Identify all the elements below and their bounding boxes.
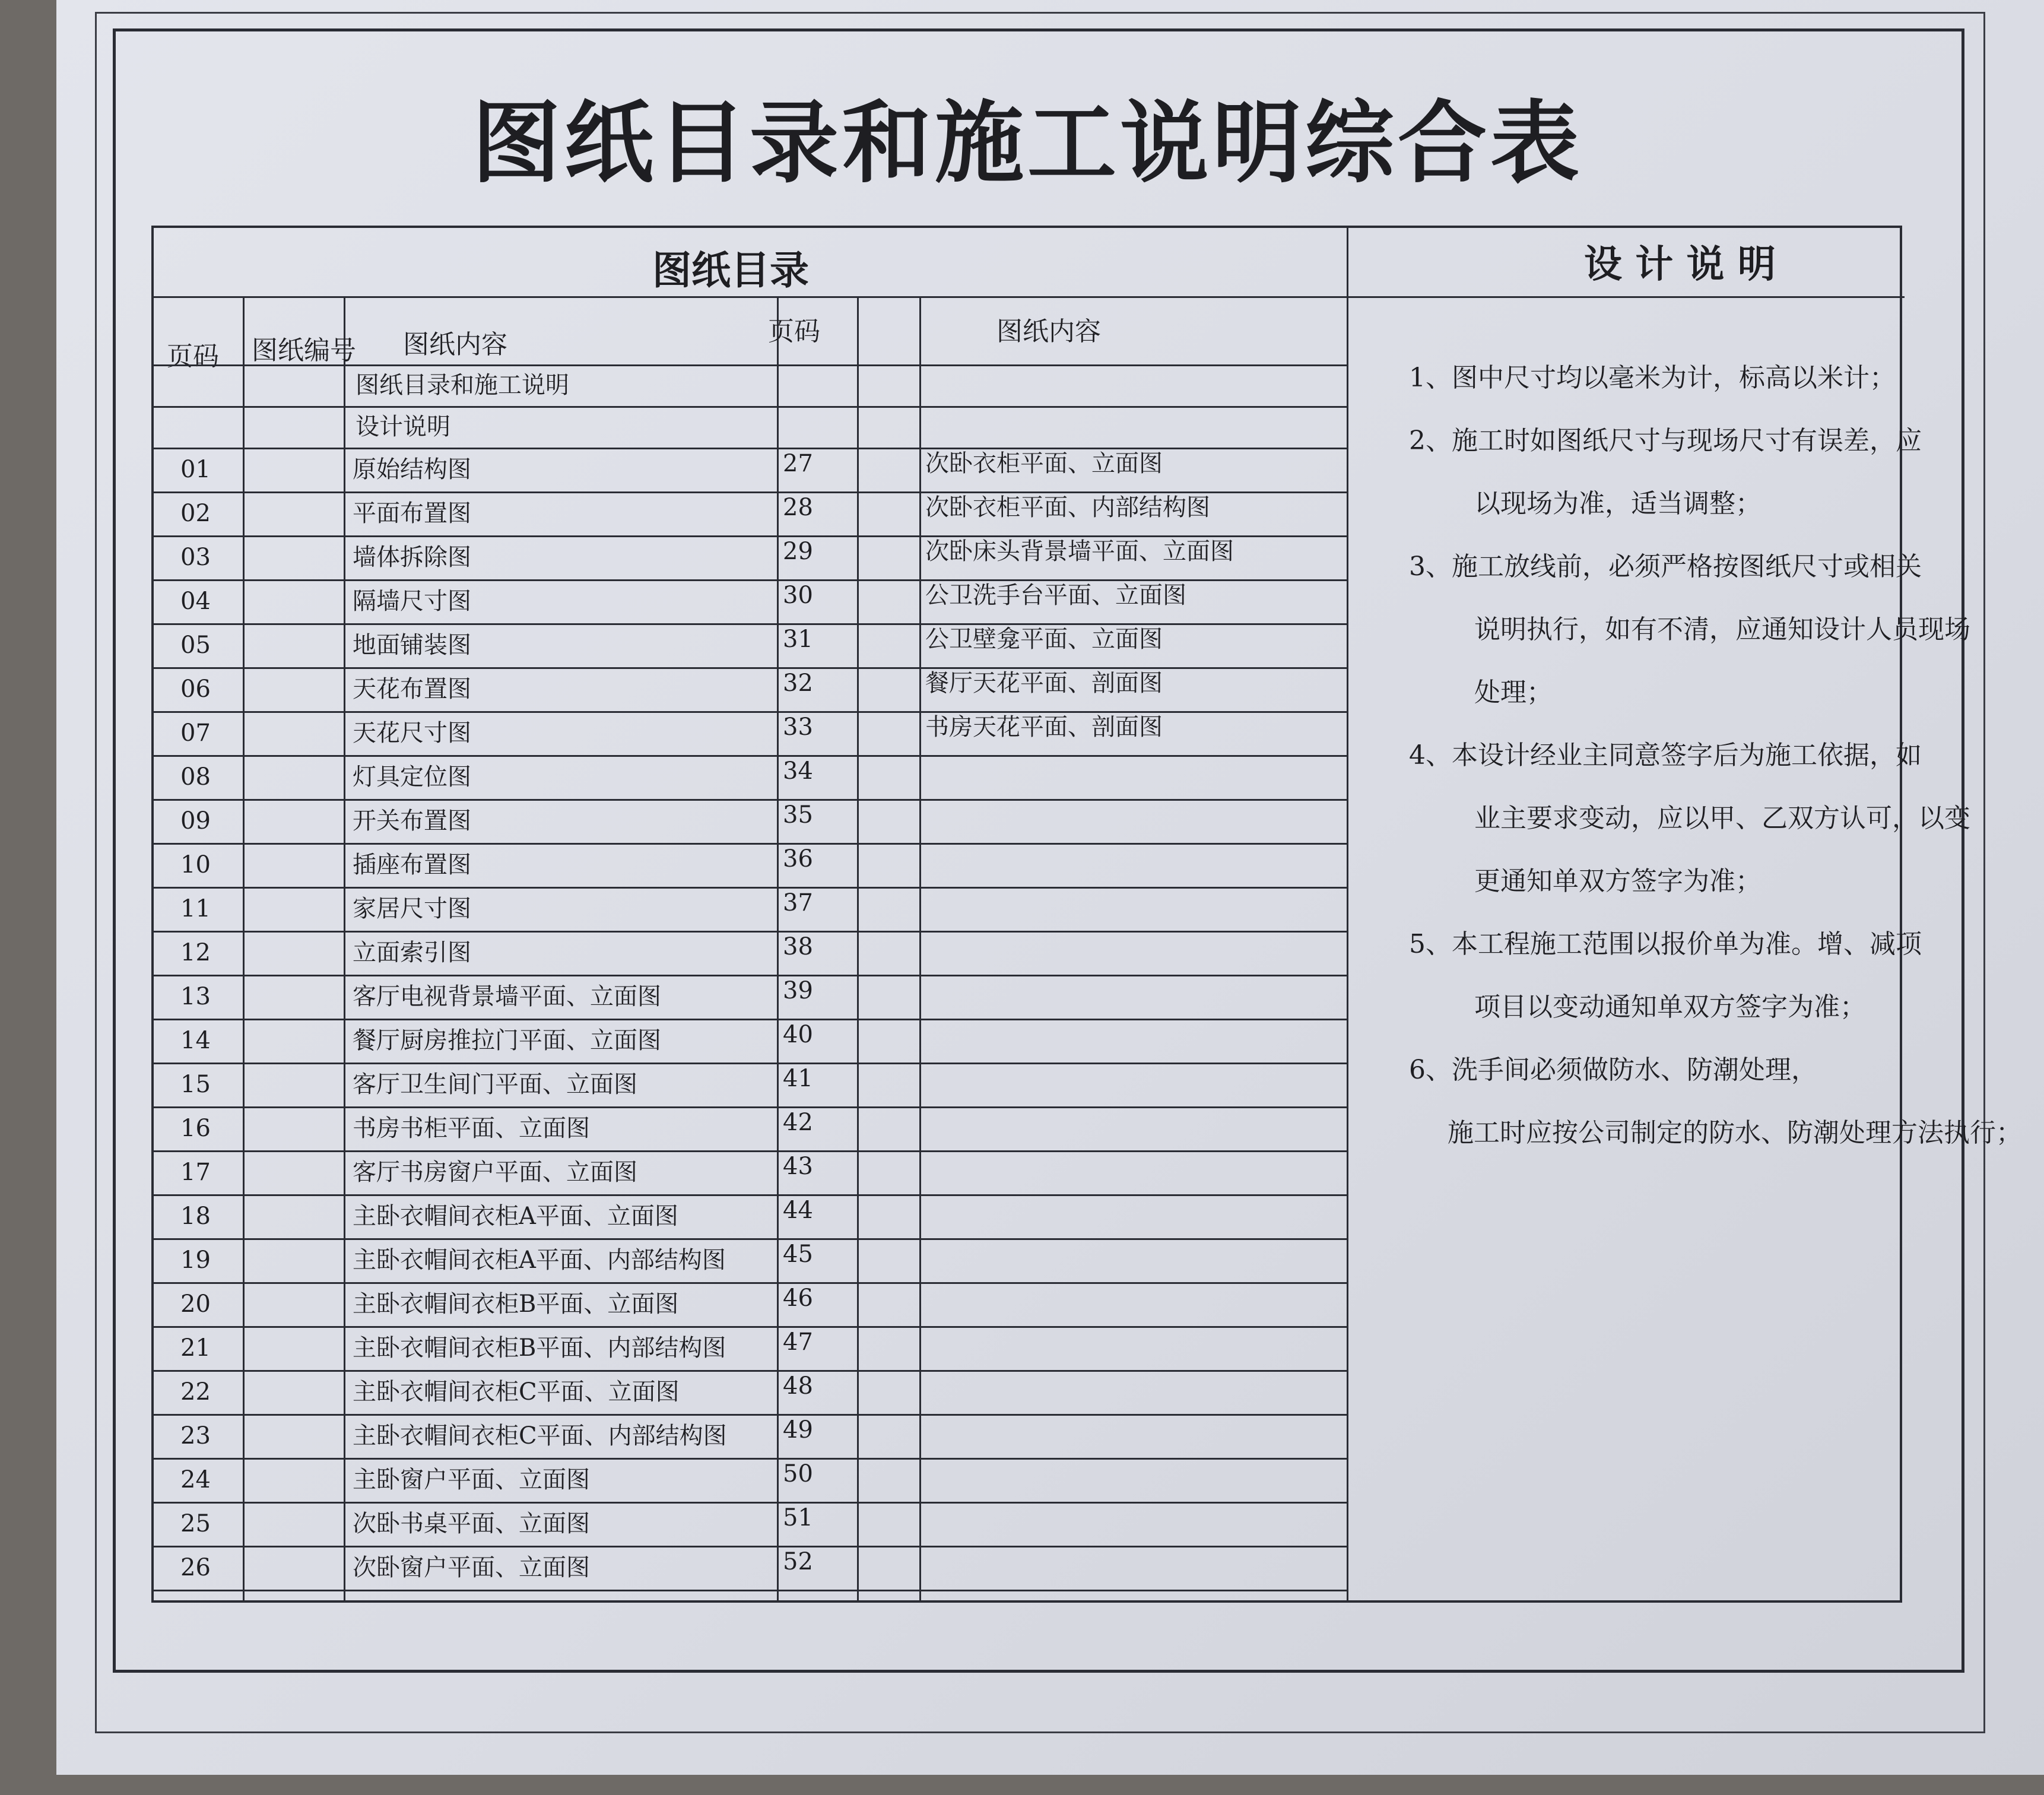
- col-header-page-2: 页码: [768, 316, 820, 347]
- page-number: 48: [783, 1372, 813, 1400]
- drawing-content: 隔墙尺寸图: [353, 588, 471, 615]
- row-rule: [154, 623, 1347, 625]
- row-rule: [154, 406, 1347, 408]
- drawing-content: 主卧衣帽间衣柜B平面、立面图: [353, 1290, 679, 1318]
- drawing-content: 主卧衣帽间衣柜C平面、内部结构图: [353, 1422, 727, 1450]
- drawing-content: 书房天花平面、剖面图: [925, 713, 1163, 741]
- page-number: 35: [783, 801, 813, 829]
- page-number: 50: [783, 1460, 813, 1488]
- page-number: 40: [783, 1021, 813, 1048]
- drawing-content: 天花布置图: [353, 675, 471, 703]
- drawing-content: 主卧衣帽间衣柜A平面、内部结构图: [353, 1247, 726, 1274]
- page-number: 36: [783, 845, 813, 873]
- drawing-content: 主卧衣帽间衣柜A平面、立面图: [353, 1203, 678, 1230]
- row-rule: [154, 887, 1347, 889]
- row-rule: [154, 931, 1347, 933]
- drawing-content: 次卧衣柜平面、内部结构图: [925, 494, 1210, 521]
- col-header-content: 图纸内容: [403, 329, 507, 360]
- page-number: 21: [180, 1334, 211, 1362]
- row-rule: [154, 755, 1347, 757]
- drawing-content: 次卧衣柜平面、立面图: [925, 450, 1163, 477]
- drawing-content: 家居尺寸图: [353, 895, 471, 922]
- page-number: 32: [783, 670, 813, 697]
- row-rule: [154, 975, 1347, 976]
- drawing-content: 次卧书桌平面、立面图: [353, 1510, 590, 1537]
- page-number: 01: [180, 456, 211, 483]
- page-number: 14: [180, 1027, 211, 1054]
- page-number: 27: [783, 450, 813, 477]
- page-number: 31: [783, 626, 813, 653]
- notes-heading: 设 计 说 明: [1584, 243, 1776, 287]
- drawing-content: 天花尺寸图: [353, 719, 471, 747]
- design-note: [1409, 347, 2020, 410]
- page-number: 17: [180, 1159, 211, 1186]
- page-number: 08: [180, 763, 211, 791]
- note-text: 6、洗手间必须做防水、防潮处理，: [1409, 1055, 1817, 1085]
- drawing-content: 立面索引图: [353, 939, 471, 966]
- page-number: 46: [783, 1285, 813, 1312]
- page-number: 09: [180, 807, 211, 835]
- page-number: 42: [783, 1109, 813, 1136]
- intro-row-label: 图纸目录和施工说明: [356, 372, 569, 399]
- page-number: 23: [180, 1422, 211, 1450]
- page-number: 38: [783, 933, 813, 960]
- row-rule: [154, 1370, 1347, 1372]
- drawing-content: 餐厅厨房推拉门平面、立面图: [353, 1027, 661, 1054]
- design-note: [1409, 724, 2020, 913]
- page-number: 41: [783, 1065, 813, 1092]
- row-rule: [154, 1106, 1347, 1108]
- page-number: 19: [180, 1247, 211, 1274]
- design-note: [1409, 1039, 2020, 1165]
- page-number: 37: [783, 889, 813, 916]
- page-number: 06: [180, 675, 211, 703]
- design-notes: [1409, 347, 2020, 1165]
- page-number: 20: [180, 1290, 211, 1318]
- row-rule: [154, 667, 1347, 669]
- row-rule: [154, 1194, 1347, 1196]
- page-number: 22: [180, 1378, 211, 1406]
- page-number: 04: [180, 588, 211, 615]
- page-number: 39: [783, 977, 813, 1004]
- page-number: 52: [783, 1548, 813, 1575]
- note-text: 3、施工放线前，必须严格按图纸尺寸或相关: [1409, 551, 1922, 582]
- section-divider: [1347, 228, 1348, 1600]
- row-rule: [154, 1063, 1347, 1064]
- drawing-content: 次卧床头背景墙平面、立面图: [925, 538, 1234, 565]
- note-text: 4、本设计经业主同意签字后为施工依据，如: [1409, 740, 1922, 770]
- page-number: 12: [180, 939, 211, 966]
- page-number: 34: [783, 757, 813, 785]
- drawing-content: 客厅电视背景墙平面、立面图: [353, 983, 661, 1010]
- page-number: 03: [180, 544, 211, 571]
- note-continuation: 更通知单双方签字为准；: [1474, 866, 1761, 896]
- row-rule: [154, 799, 1347, 801]
- page-number: 26: [180, 1554, 211, 1581]
- row-rule: [154, 1590, 1347, 1591]
- page-number: 10: [180, 851, 211, 879]
- catalog-table: [151, 226, 2022, 1603]
- note-text: 1、图中尺寸均以毫米为计，标高以米计；: [1409, 363, 1896, 393]
- drawing-content: 公卫壁龛平面、立面图: [925, 626, 1163, 653]
- drawing-content: 主卧窗户平面、立面图: [353, 1466, 590, 1493]
- design-note: [1409, 913, 2020, 1039]
- col-header-page: 页码: [167, 341, 219, 372]
- page-number: 45: [783, 1241, 813, 1268]
- page-number: 29: [783, 538, 813, 565]
- row-rule: [154, 1238, 1347, 1240]
- page-number: 28: [783, 494, 813, 521]
- note-continuation: 施工时应按公司制定的防水、防潮处理方法执行；: [1448, 1118, 2022, 1148]
- drawing-content: 灯具定位图: [353, 763, 471, 791]
- col-header-drawing-no: 图纸编号: [252, 335, 356, 366]
- drawing-content: 公卫洗手台平面、立面图: [925, 582, 1186, 609]
- page-number: 15: [180, 1071, 211, 1098]
- page-number: 47: [783, 1328, 813, 1356]
- intro-row-label: 设计说明: [356, 413, 450, 440]
- row-rule: [154, 1282, 1347, 1284]
- design-note: [1409, 410, 2020, 535]
- page-number: 13: [180, 983, 211, 1010]
- note-continuation: 说明执行，如有不清，应通知设计人员现场: [1474, 614, 1970, 645]
- drawing-content: 平面布置图: [353, 500, 471, 527]
- note-continuation: 处理；: [1474, 677, 1553, 708]
- row-rule: [154, 711, 1347, 713]
- catalog-heading: 图纸目录: [652, 248, 809, 293]
- note-text: 5、本工程施工范围以报价单为准。增、减项: [1409, 929, 1922, 959]
- design-note: [1409, 535, 2020, 724]
- row-rule: [154, 1502, 1347, 1504]
- page-number: 07: [180, 719, 211, 747]
- page-number: 02: [180, 500, 211, 527]
- note-text: 2、施工时如图纸尺寸与现场尺寸有误差，应: [1409, 426, 1922, 456]
- page-number: 11: [180, 895, 211, 922]
- note-continuation: 项目以变动通知单双方签字为准；: [1474, 992, 1866, 1022]
- row-rule: [154, 843, 1347, 845]
- note-continuation: 业主要求变动，应以甲、乙双方认可，以变: [1474, 803, 1970, 833]
- drawing-content: 书房书柜平面、立面图: [353, 1115, 590, 1142]
- row-rule: [154, 1414, 1347, 1416]
- row-rule: [154, 1326, 1347, 1328]
- drawing-content: 主卧衣帽间衣柜C平面、立面图: [353, 1378, 680, 1406]
- drawing-content: 客厅书房窗户平面、立面图: [353, 1159, 637, 1186]
- drawing-content: 地面铺装图: [353, 632, 471, 659]
- header-rule: [154, 296, 1347, 298]
- page-number: 49: [783, 1416, 813, 1444]
- drawing-content: 插座布置图: [353, 851, 471, 879]
- row-rule: [154, 364, 1347, 366]
- note-continuation: 以现场为准，适当调整；: [1474, 489, 1761, 519]
- row-rule: [154, 1546, 1347, 1547]
- page-title: 图纸目录和施工说明综合表: [472, 92, 1583, 195]
- drawing-content: 墙体拆除图: [353, 544, 471, 571]
- drawing-content: 次卧窗户平面、立面图: [353, 1554, 590, 1581]
- drawing-content: 客厅卫生间门平面、立面图: [353, 1071, 637, 1098]
- row-rule: [154, 1019, 1347, 1020]
- page-number: 24: [180, 1466, 211, 1493]
- col-header-content-2: 图纸内容: [996, 316, 1101, 347]
- drawing-content: 原始结构图: [353, 456, 471, 483]
- row-rule: [154, 448, 1347, 449]
- page-number: 51: [783, 1504, 813, 1531]
- page-number: 16: [180, 1115, 211, 1142]
- row-rule: [154, 1458, 1347, 1460]
- drawing-content: 主卧衣帽间衣柜B平面、内部结构图: [353, 1334, 726, 1362]
- page-number: 30: [783, 582, 813, 609]
- document-page: [56, 0, 2044, 1775]
- page-number: 43: [783, 1153, 813, 1180]
- page-number: 18: [180, 1203, 211, 1230]
- row-rule: [154, 1150, 1347, 1152]
- drawing-content: 开关布置图: [353, 807, 471, 835]
- page-number: 25: [180, 1510, 211, 1537]
- drawing-content: 餐厅天花平面、剖面图: [925, 670, 1163, 697]
- page-number: 44: [783, 1197, 813, 1224]
- header-rule: [1347, 296, 1905, 298]
- page-number: 05: [180, 632, 211, 659]
- page-number: 33: [783, 713, 813, 741]
